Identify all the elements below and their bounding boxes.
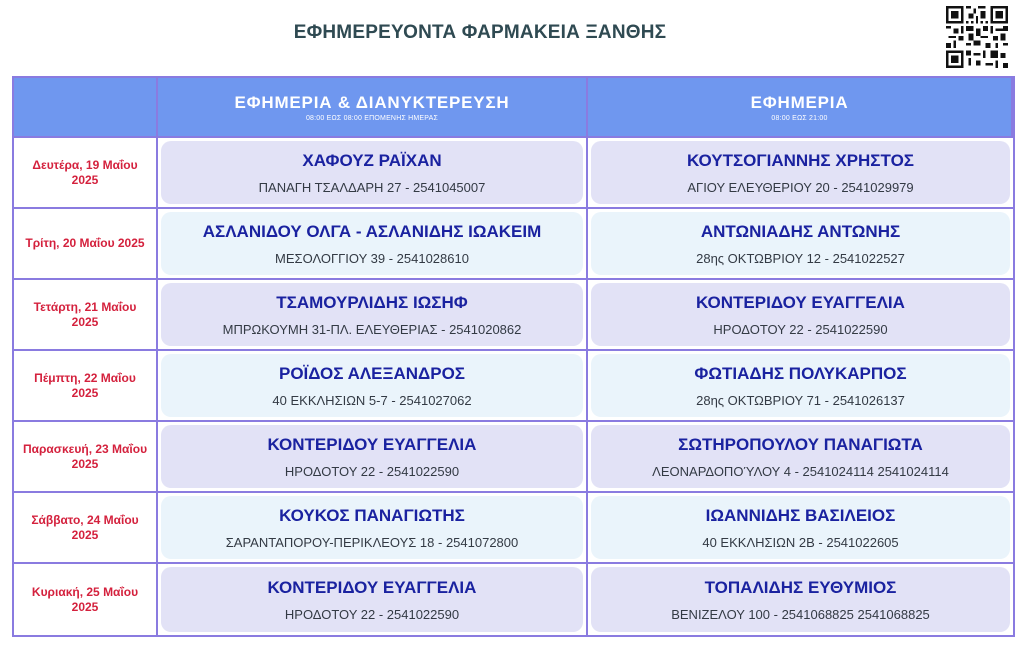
night-duty-cell — [158, 493, 588, 564]
pharmacy-card — [161, 567, 583, 632]
row-date: Τετάρτη, 21 Μαΐου 2025 — [14, 280, 158, 351]
pharmacy-address: ΜΕΣΟΛΟΓΓΙΟΥ 39 - 2541028610 — [275, 250, 469, 266]
pharmacy-card — [591, 141, 1010, 204]
day-duty-cell — [588, 493, 1013, 564]
pharmacy-card — [591, 425, 1010, 488]
day-duty-cell — [588, 351, 1013, 422]
header-night-duty-title: ΕΦΗΜΕΡΙΑ & ΔΙΑΝΥΚΤΕΡΕΥΣΗ — [234, 92, 510, 112]
pharmacy-address: ΗΡΟΔΟΤΟΥ 22 - 2541022590 — [713, 321, 888, 337]
pharmacy-schedule-table — [12, 76, 1015, 637]
pharmacy-address: ΒΕΝΙΖΕΛΟΥ 100 - 2541068825 2541068825 — [671, 606, 930, 622]
pharmacy-name: ΑΣΛΑΝΙΔΟΥ ΟΛΓΑ - ΑΣΛΑΝΙΔΗΣ ΙΩΑΚΕΙΜ — [202, 221, 542, 241]
header-day-duty-title: ΕΦΗΜΕΡΙΑ — [750, 92, 849, 112]
pharmacy-address: ΣΑΡΑΝΤΑΠΟΡΟΥ-ΠΕΡΙΚΛΕΟΥΣ 18 - 2541072800 — [225, 534, 519, 550]
row-date: Δευτέρα, 19 Μαΐου 2025 — [14, 138, 158, 209]
pharmacy-address: ΗΡΟΔΟΤΟΥ 22 - 2541022590 — [284, 463, 460, 479]
pharmacy-name: ΡΟΪΔΟΣ ΑΛΕΞΑΝΔΡΟΣ — [279, 363, 465, 383]
row-date: Παρασκευή, 23 Μαΐου 2025 — [14, 422, 158, 493]
pharmacy-card — [161, 141, 583, 204]
pharmacy-name: ΤΟΠΑΛΙΔΗΣ ΕΥΘΥΜΙΟΣ — [704, 577, 897, 597]
pharmacy-address: ΛΕΟΝΑΡΔΟΠΟΎΛΟΥ 4 - 2541024114 2541024114 — [652, 463, 949, 479]
day-duty-cell — [588, 422, 1013, 493]
pharmacy-name: ΚΟΝΤΕΡΙΔΟΥ ΕΥΑΓΓΕΛΙΑ — [267, 434, 477, 454]
pharmacy-card — [161, 212, 583, 275]
pharmacy-address: ΠΑΝΑΓΗ ΤΣΑΛΔΑΡΗ 27 - 2541045007 — [258, 179, 486, 195]
row-date: Σάββατο, 24 Μαΐου 2025 — [14, 493, 158, 564]
header-day-duty-hours: 08:00 ΕΩΣ 21:00 — [771, 114, 828, 122]
pharmacy-name: ΚΟΝΤΕΡΙΔΟΥ ΕΥΑΓΓΕΛΙΑ — [267, 577, 477, 597]
night-duty-cell — [158, 422, 588, 493]
pharmacy-name: ΤΣΑΜΟΥΡΛΙΔΗΣ ΙΩΣΗΦ — [276, 292, 468, 312]
header-night-duty-hours: 08:00 ΕΩΣ 08:00 ΕΠΟΜΕΝΗΣ ΗΜΕΡΑΣ — [305, 114, 439, 122]
header-day-duty — [588, 78, 1013, 138]
pharmacy-name: ΦΩΤΙΑΔΗΣ ΠΟΛΥΚΑΡΠΟΣ — [694, 363, 907, 383]
row-date: Τρίτη, 20 Μαΐου 2025 — [14, 209, 158, 280]
pharmacy-name: ΚΟΥΤΣΟΓΙΑΝΝΗΣ ΧΡΗΣΤΟΣ — [686, 150, 915, 170]
pharmacy-address: 28ης ΟΚΤΩΒΡΙΟΥ 12 - 2541022527 — [696, 250, 905, 266]
pharmacy-name: ΚΟΝΤΕΡΙΔΟΥ ΕΥΑΓΓΕΛΙΑ — [696, 292, 905, 312]
pharmacy-address: 40 ΕΚΚΛΗΣΙΩΝ 5-7 - 2541027062 — [272, 392, 472, 408]
pharmacy-card — [161, 496, 583, 559]
pharmacy-address: 28ης ΟΚΤΩΒΡΙΟΥ 71 - 2541026137 — [696, 392, 905, 408]
pharmacy-address: 40 ΕΚΚΛΗΣΙΩΝ 2Β - 2541022605 — [702, 534, 899, 550]
night-duty-cell — [158, 209, 588, 280]
header-night-duty — [158, 78, 588, 138]
pharmacy-name: ΚΟΥΚΟΣ ΠΑΝΑΓΙΩΤΗΣ — [279, 505, 465, 525]
header-date-column — [14, 78, 158, 138]
pharmacy-address: ΗΡΟΔΟΤΟΥ 22 - 2541022590 — [284, 606, 460, 622]
day-duty-cell — [588, 564, 1013, 635]
pharmacy-name: ΑΝΤΩΝΙΑΔΗΣ ΑΝΤΩΝΗΣ — [700, 221, 901, 241]
night-duty-cell — [158, 351, 588, 422]
pharmacy-card — [591, 283, 1010, 346]
qr-code-icon — [946, 6, 1008, 68]
day-duty-cell — [588, 209, 1013, 280]
row-date: Πέμπτη, 22 Μαΐου 2025 — [14, 351, 158, 422]
page-title: ΕΦΗΜΕΡΕΥΟΝΤΑ ΦΑΡΜΑΚΕΙΑ ΞΑΝΘΗΣ — [293, 22, 667, 43]
night-duty-cell — [158, 280, 588, 351]
pharmacy-card — [161, 425, 583, 488]
day-duty-cell — [588, 138, 1013, 209]
night-duty-cell — [158, 564, 588, 635]
night-duty-cell — [158, 138, 588, 209]
pharmacy-name: ΣΩΤΗΡΟΠΟΥΛΟΥ ΠΑΝΑΓΙΩΤΑ — [678, 434, 923, 454]
pharmacy-card — [161, 354, 583, 417]
pharmacy-card — [591, 496, 1010, 559]
pharmacy-name: ΧΑΦΟΥΖ ΡΑΪΧΑΝ — [302, 150, 442, 170]
day-duty-cell — [588, 280, 1013, 351]
pharmacy-card — [161, 283, 583, 346]
pharmacy-address: ΜΠΡΩΚΟΥΜΗ 31-ΠΛ. ΕΛΕΥΘΕΡΙΑΣ - 2541020862 — [222, 321, 522, 337]
row-date: Κυριακή, 25 Μαΐου 2025 — [14, 564, 158, 635]
pharmacy-card — [591, 567, 1010, 632]
pharmacy-address: ΑΓΙΟΥ ΕΛΕΥΘΕΡΙΟΥ 20 - 2541029979 — [687, 179, 914, 195]
pharmacy-card — [591, 212, 1010, 275]
pharmacy-name: ΙΩΑΝΝΙΔΗΣ ΒΑΣΙΛΕΙΟΣ — [705, 505, 896, 525]
pharmacy-card — [591, 354, 1010, 417]
